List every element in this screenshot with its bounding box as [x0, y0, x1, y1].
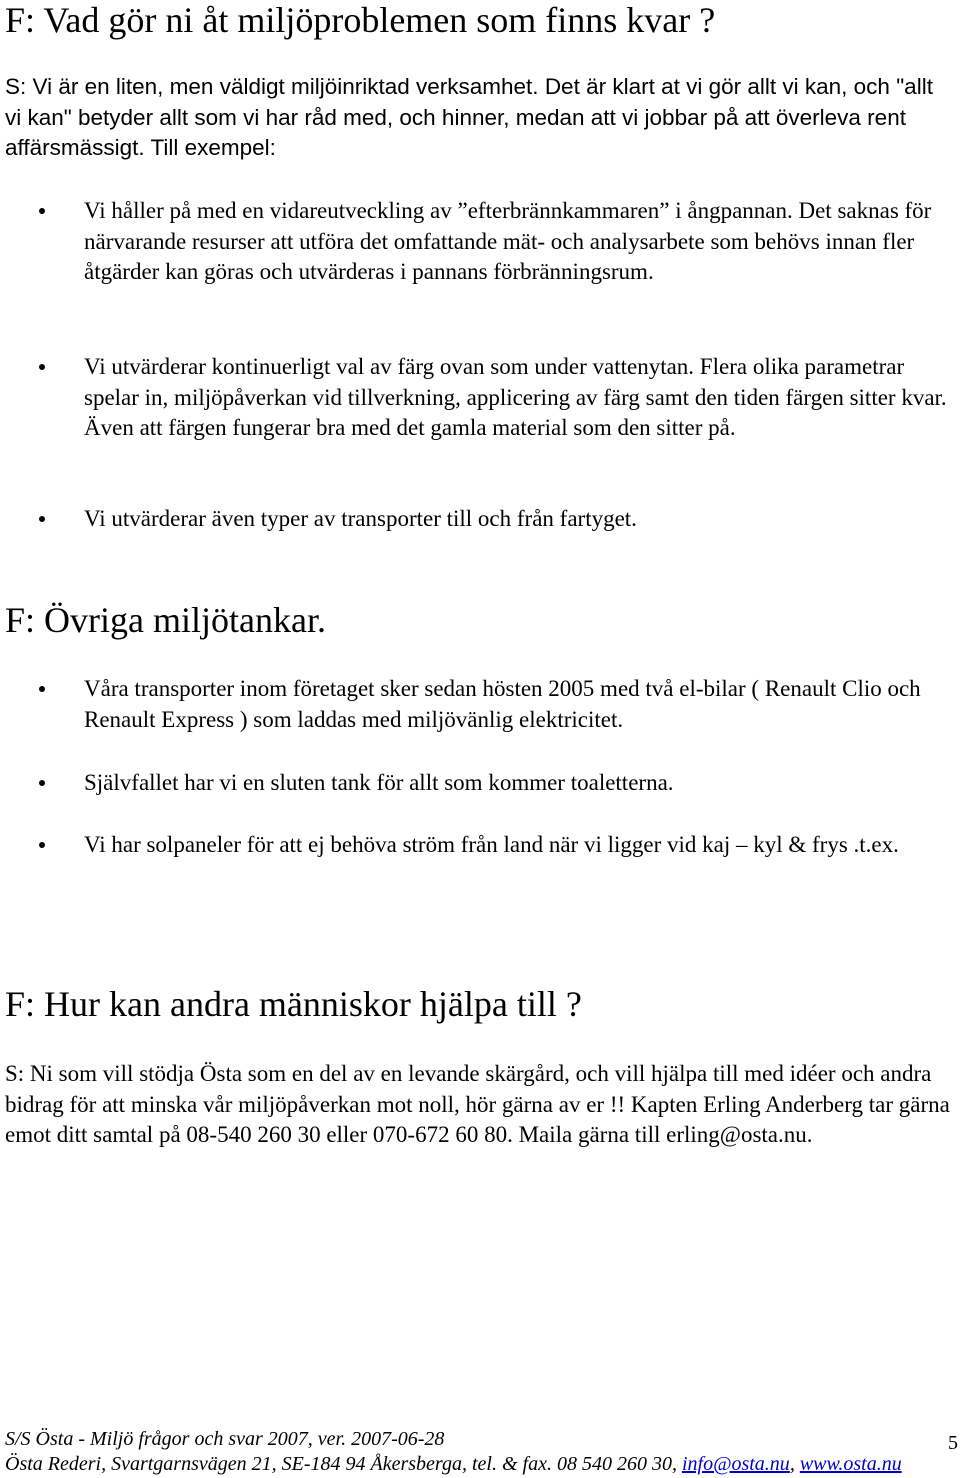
question-heading-1: F: Vad gör ni åt miljöproblemen som finns kvar ?: [5, 0, 716, 40]
email-link[interactable]: info@osta.nu: [681, 1453, 790, 1475]
list-item: Vi har solpaneler för att ej behöva ström från land när vi ligger vid kaj – kyl & frys .t.ex.: [84, 832, 899, 857]
answer-paragraph: S: Ni som vill stödja Östa som en del av en levande skärgård, och vill hjälpa till med idéer och andra bidrag för att minska vår miljöpåverkan mot noll, hör gärna av er !! Kapten Erling Anderberg tar gärna emot ditt samtal på 08-540 260 30 eller 070-672 60 80. Maila gärna till erling@osta.nu.: [5, 1061, 950, 1147]
list-item: Självfallet har vi en sluten tank för allt som kommer toaletterna.: [84, 770, 674, 795]
bullet-icon: [36, 683, 48, 695]
bullet-icon: [36, 205, 48, 217]
list-item: Våra transporter inom företaget sker sedan hösten 2005 med två el-bilar ( Renault Clio och Renault Express ) som laddas med miljövänlig elektricitet.: [84, 676, 921, 732]
footer-separator: ,: [789, 1453, 800, 1475]
list-item: Vi utvärderar kontinuerligt val av färg ovan som under vattenytan. Flera olika parametrar spelar in, miljöpåverkan vid tillverkning, applicering av färg samt den tiden färgen sitter kvar. Även att färgen fungerar bra med det gamla material som den sitter på.: [84, 354, 947, 440]
bullet-icon: [36, 777, 48, 789]
bullet-icon: [36, 839, 48, 851]
website-link[interactable]: www.osta.nu: [799, 1453, 902, 1475]
page-number: 5: [948, 1432, 958, 1454]
footer-address: Östa Rederi, Svartgarnsvägen 21, SE-184 94 Åkersberga, tel. & fax. 08 540 260 30,: [5, 1453, 682, 1475]
question-heading-2: F: Övriga miljötankar.: [5, 600, 326, 640]
footer-title: S/S Östa - Miljö frågor och svar 2007, ver. 2007-06-28: [5, 1428, 445, 1450]
bullet-icon: [36, 361, 48, 373]
answer-intro-paragraph: S: Vi är en liten, men väldigt miljöinriktad verksamhet. Det är klart at vi gör allt vi kan, och "allt vi kan" betyder allt som vi har råd med, och hinner, medan att vi jobbar på att överleva rent affärsmässigt. Till exempel:: [5, 74, 933, 160]
list-item: Vi håller på med en vidareutveckling av ”efterbrännkammaren” i ångpannan. Det saknas för närvarande resurser att utföra det omfattande mät- och analysarbete som behövs innan fler åtgärder kan göras och utvärderas i pannans förbränningsrum.: [84, 198, 932, 284]
bullet-icon: [36, 513, 48, 525]
question-heading-3: F: Hur kan andra människor hjälpa till ?: [5, 984, 582, 1024]
footer-contact: [5, 1452, 902, 1476]
list-item: Vi utvärderar även typer av transporter till och från fartyget.: [84, 506, 637, 531]
